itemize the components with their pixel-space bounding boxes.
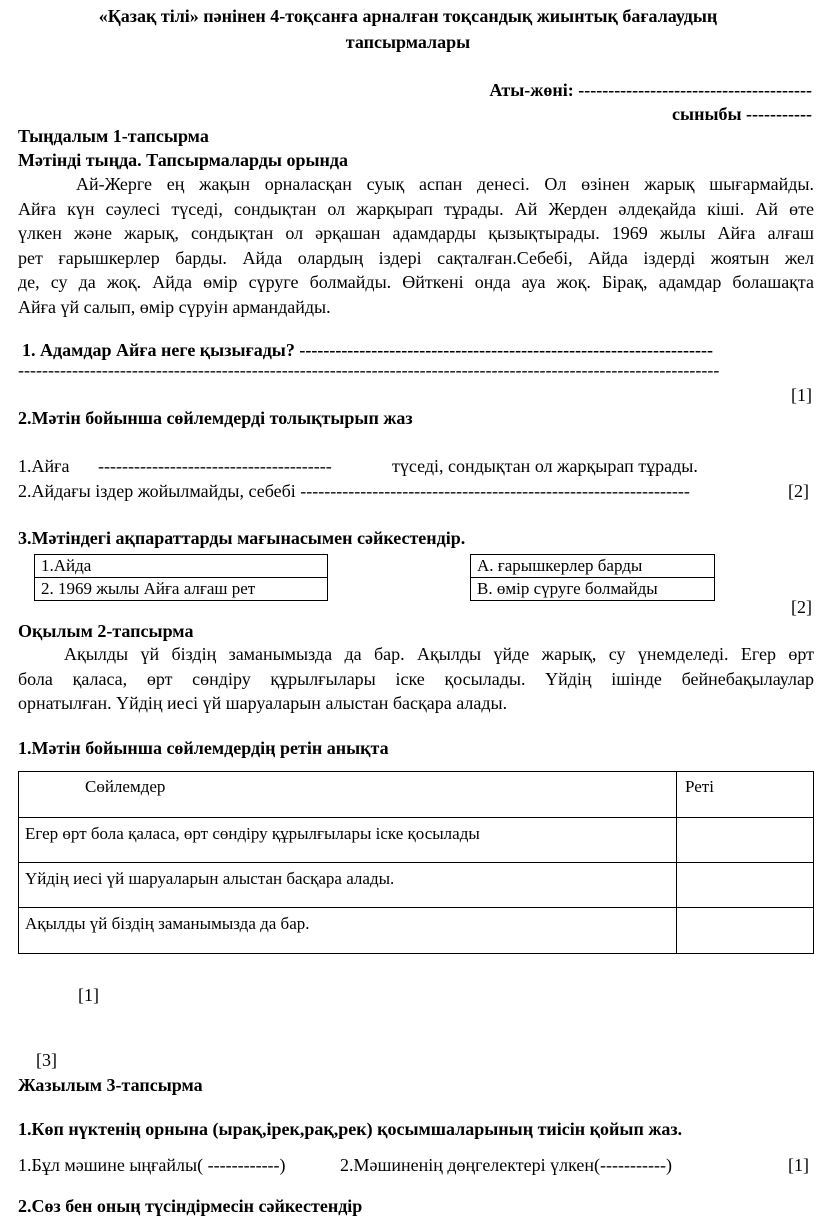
match-left-cell: 1.Айда	[35, 555, 328, 578]
reading-text-line: орнатылған. Үйдің иесі үй шаруаларын алыстан басқара алады.	[18, 693, 508, 713]
question-2-blank[interactable]: ---------------------------------------	[98, 456, 332, 476]
table-row	[19, 863, 814, 908]
writing-question-2-heading: 2.Сөз бен оның түсіндірмесін сәйкестендір	[18, 1196, 363, 1216]
match-left-cell: 2. 1969 жылы Айға алғаш рет	[35, 578, 328, 601]
question-1: 1. Адамдар Айға неге қызығады? ---------------------------------------------------------------------	[22, 340, 713, 360]
listening-text-line: Айға үй салып, өмір сүруін армандайды.	[18, 296, 331, 317]
sentence-cell: Егер өрт бола қаласа, өрт сөндіру құрылғылары іске қосылады	[19, 818, 677, 863]
sentence-cell: Ақылды үй біздің заманымызда да бар.	[19, 908, 677, 954]
page-title-line1: «Қазақ тілі» пәнінен 4-тоқсанға арналған тоқсандық жиынтық бағалаудың	[98, 6, 718, 26]
table-row	[19, 908, 814, 954]
question-2-sentence-1-start: 1.Айға	[18, 456, 70, 476]
match-gap-cell[interactable]	[328, 555, 471, 578]
match-gap-cell[interactable]	[328, 578, 471, 601]
listening-text-line: Айға күн сәулесі түседі, сондықтан ол жарқырап тұрады. Ай Жерден әлдеқайда кіші. Ай өте	[18, 198, 814, 219]
table-row	[19, 772, 814, 818]
reading-heading: Оқылым 2-тапсырма	[18, 621, 194, 641]
table-header-order: Реті	[677, 772, 814, 818]
listening-text-line: рет ғарышкерлер барды. Айда олардың іздері сақталған.Себебі, Айда іздерді жоятын жел	[18, 247, 814, 268]
listening-heading: Тыңдалым 1-тапсырма	[18, 126, 209, 146]
question-3-heading: 3.Мәтіндегі ақпараттарды мағынасымен сәйкестендір.	[18, 528, 466, 548]
order-input-cell[interactable]	[677, 863, 814, 908]
listening-instruction: Мәтінді тыңда. Тапсырмаларды орында	[18, 150, 349, 170]
table-row	[35, 555, 715, 578]
writing-item-1[interactable]: 1.Бұл мәшине ыңғайлы( ------------)	[18, 1155, 286, 1175]
writing-item-2[interactable]: 2.Мәшиненің дөңгелектері үлкен(-----------)	[340, 1155, 672, 1175]
student-name-field: Аты-жөні: ---------------------------------------	[489, 80, 812, 100]
match-right-cell: В. өмір сүруге болмайды	[471, 578, 715, 601]
question-2-sentence-2[interactable]: 2.Айдағы іздер жойылмайды, себебі -----------------------------------------------------------------	[18, 481, 690, 501]
score-mark: [2]	[791, 597, 812, 617]
listening-text	[18, 174, 814, 321]
page-title-line2: тапсырмалары	[345, 32, 471, 52]
reading-question-1-heading: 1.Мәтін бойынша сөйлемдердің ретін анықта	[18, 738, 389, 758]
reading-text	[18, 644, 814, 718]
listening-text-line: де, су да жоқ. Айда өмір сүруге болмайды. Өйткені онда ауа жоқ. Бірақ, адамдар болашақта	[18, 272, 814, 292]
listening-text-line: үлкен және жарық, сондықтан ол әрқашан адамдарды қызықтырады. 1969 жылы Айға алғаш	[18, 223, 814, 243]
sentence-cell: Үйдің иесі үй шаруаларын алыстан басқара алады.	[19, 863, 677, 908]
order-table	[18, 771, 814, 954]
student-class-field: сыныбы -----------	[672, 104, 812, 124]
matching-table	[34, 554, 715, 601]
table-row	[35, 578, 715, 601]
score-mark: [1]	[791, 385, 812, 405]
match-right-cell: А. ғарышкерлер барды	[471, 555, 715, 578]
score-mark: [2]	[788, 481, 809, 501]
order-input-cell[interactable]	[677, 908, 814, 954]
score-mark: [1]	[788, 1155, 809, 1175]
score-mark-total: [3]	[36, 1050, 57, 1070]
score-mark: [1]	[78, 985, 99, 1005]
reading-text-line: бола қаласа, өрт сөндіру құрылғылары іске қосылады. Үйдің ішінде бейнебақылаулар	[18, 668, 814, 689]
reading-text-line: Ақылды үй біздің заманымызда да бар. Ақылды үйде жарық, су үнемделеді. Егер өрт	[64, 644, 814, 664]
writing-question-1-heading: 1.Көп нүктенің орнына (ырақ,ірек,рақ,рек) қосымшаларының тиісін қойып жаз.	[18, 1119, 683, 1139]
listening-text-line: Ай-Жерге ең жақын орналасқан суық аспан денесі. Ол өзінен жарық шығармайды.	[76, 174, 814, 194]
question-2-heading: 2.Мәтін бойынша сөйлемдерді толықтырып жаз	[18, 408, 413, 428]
question-2-sentence-1-end: түседі, сондықтан ол жарқырап тұрады.	[392, 456, 698, 476]
table-header-sentences: Сөйлемдер	[19, 772, 677, 818]
answer-line[interactable]: ---------------------------------------------------------------------------------------------------------------------	[18, 360, 720, 380]
table-row	[19, 818, 814, 863]
order-input-cell[interactable]	[677, 818, 814, 863]
writing-heading: Жазылым 3-тапсырма	[18, 1075, 203, 1095]
